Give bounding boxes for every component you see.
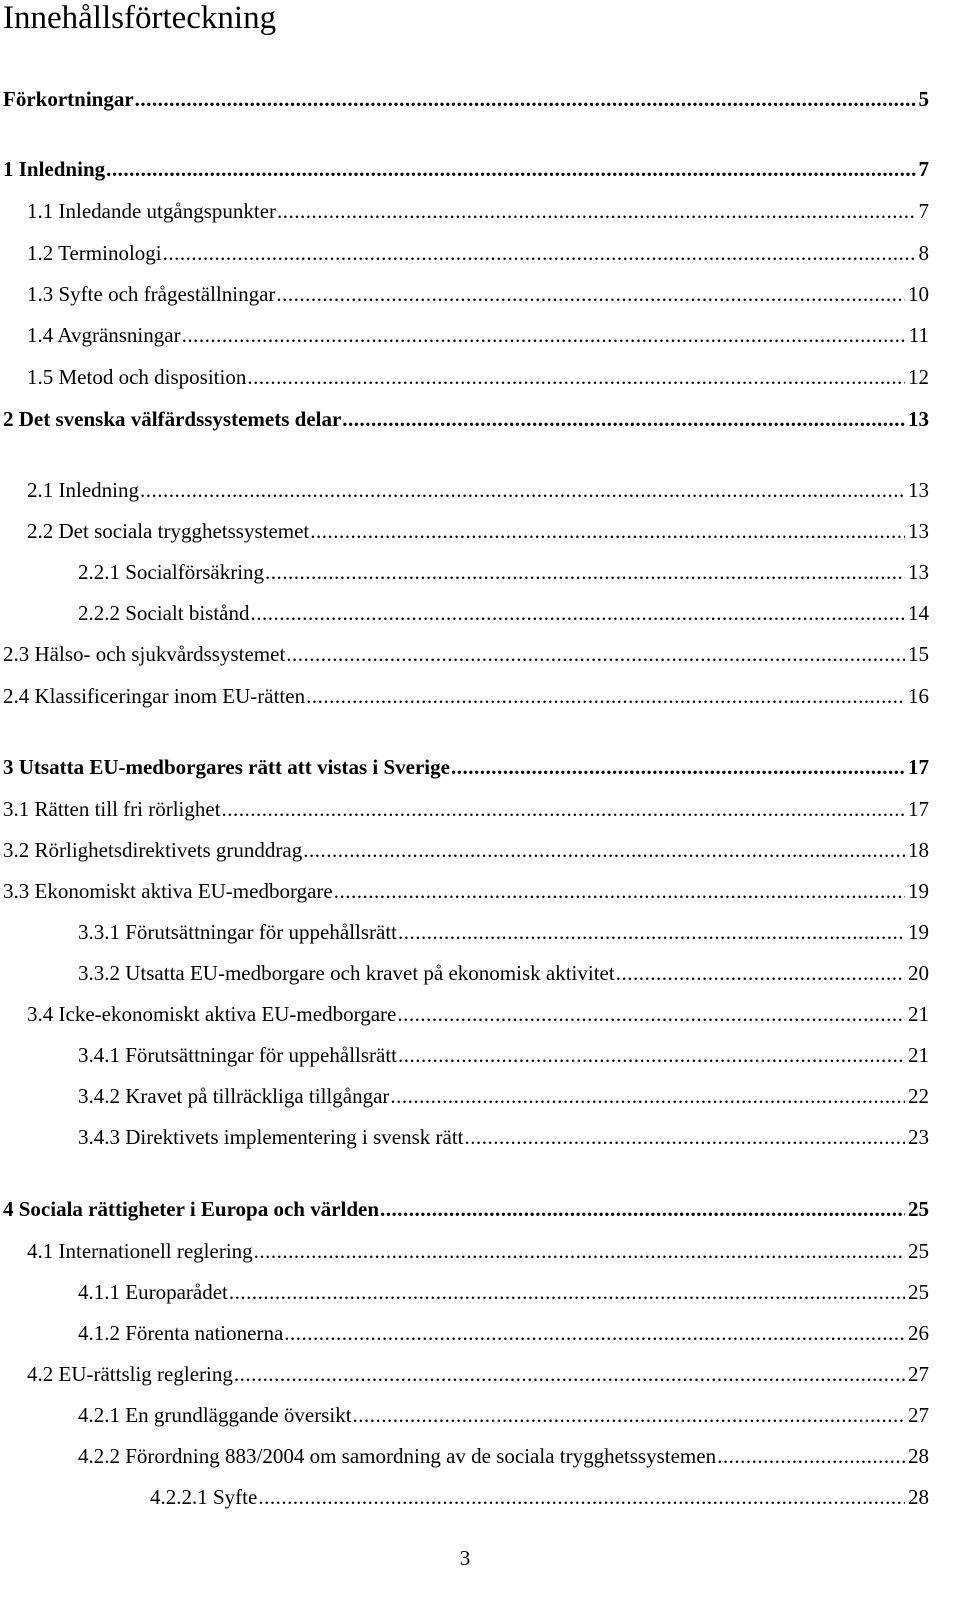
toc-entry-label: 1.4 Avgränsningar bbox=[27, 323, 181, 347]
dot-leader bbox=[163, 240, 916, 266]
toc-entry[interactable] bbox=[78, 600, 929, 626]
dot-leader bbox=[284, 1320, 905, 1346]
toc-entry-label: Förkortningar bbox=[3, 87, 134, 111]
dot-leader bbox=[258, 1484, 905, 1510]
dot-leader bbox=[465, 1124, 905, 1150]
toc-entry[interactable] bbox=[78, 1124, 929, 1150]
toc-entry[interactable] bbox=[27, 281, 929, 307]
toc-entry-label: 4.2.2 Förordning 883/2004 om samordning av de sociala trygghetssystemen bbox=[78, 1444, 717, 1468]
toc-entry[interactable] bbox=[78, 1443, 929, 1469]
toc-entry-page: 19 bbox=[908, 920, 929, 944]
toc-entry-label: 3.3 Ekonomiskt aktiva EU-medborgare bbox=[3, 879, 333, 903]
toc-entry[interactable] bbox=[3, 86, 929, 112]
dot-leader bbox=[247, 364, 905, 390]
dot-leader bbox=[334, 878, 905, 904]
toc-entry-page: 25 bbox=[908, 1239, 929, 1263]
toc-entry[interactable] bbox=[78, 1279, 929, 1305]
dot-leader bbox=[616, 960, 905, 986]
toc-entry-page: 27 bbox=[908, 1403, 929, 1427]
dot-leader bbox=[277, 198, 915, 224]
toc-entry-label: 2.1 Inledning bbox=[27, 478, 139, 502]
toc-entry-page: 13 bbox=[908, 519, 929, 543]
toc-entry[interactable] bbox=[3, 641, 929, 667]
toc-entry[interactable] bbox=[27, 240, 929, 266]
toc-entry-label: 3.4 Icke-ekonomiskt aktiva EU-medborgare bbox=[27, 1002, 397, 1026]
toc-entry-page: 16 bbox=[908, 684, 929, 708]
toc-entry-label: 2.4 Klassificeringar inom EU-rätten bbox=[3, 684, 306, 708]
dot-leader bbox=[380, 1196, 905, 1222]
toc-entry-page: 10 bbox=[908, 282, 929, 306]
toc-entry-label: 4.1 Internationell reglering bbox=[27, 1239, 253, 1263]
dot-leader bbox=[342, 406, 905, 432]
toc-entry-label: 4.1.2 Förenta nationerna bbox=[78, 1321, 284, 1345]
toc-entry-label: 3.4.2 Kravet på tillräckliga tillgångar bbox=[78, 1084, 390, 1108]
toc-entry-label: 1 Inledning bbox=[3, 157, 106, 181]
toc-entry-label: 4.2.1 En grundläggande översikt bbox=[78, 1403, 352, 1427]
dot-leader bbox=[398, 1042, 905, 1068]
dot-leader bbox=[390, 1083, 905, 1109]
toc-entry[interactable] bbox=[27, 198, 929, 224]
toc-entry-page: 23 bbox=[908, 1125, 929, 1149]
dot-leader bbox=[182, 322, 906, 348]
toc-entry-label: 3.4.3 Direktivets implementering i svensk rätt bbox=[78, 1125, 464, 1149]
toc-entry-page: 28 bbox=[908, 1444, 929, 1468]
toc-entry-label: 1.1 Inledande utgångspunkter bbox=[27, 199, 277, 223]
toc-entry-page: 7 bbox=[918, 157, 929, 181]
toc-entry[interactable] bbox=[3, 683, 929, 709]
toc-entry-label: 4.2.2.1 Syfte bbox=[150, 1485, 258, 1509]
toc-entry[interactable] bbox=[3, 878, 929, 904]
toc-entry-page: 20 bbox=[908, 961, 929, 985]
toc-entry-label: 3.4.1 Förutsättningar för uppehållsrätt bbox=[78, 1043, 398, 1067]
dot-leader bbox=[286, 641, 905, 667]
toc-entry-page: 13 bbox=[908, 560, 929, 584]
toc-entry-label: 2.2.2 Socialt bistånd bbox=[78, 601, 250, 625]
dot-leader bbox=[717, 1443, 905, 1469]
toc-entry-page: 21 bbox=[908, 1043, 929, 1067]
toc-entry[interactable] bbox=[27, 1238, 929, 1264]
toc-entry-label: 2.3 Hälso- och sjukvårdssystemet bbox=[3, 642, 286, 666]
toc-entry-page: 17 bbox=[908, 755, 929, 779]
toc-entry-label: 4.2 EU-rättslig reglering bbox=[27, 1362, 233, 1386]
toc-entry-page: 13 bbox=[908, 407, 929, 431]
toc-entry[interactable] bbox=[3, 796, 929, 822]
toc-entry[interactable] bbox=[27, 1361, 929, 1387]
toc-entry-label: 3.3.1 Förutsättningar för uppehållsrätt bbox=[78, 920, 398, 944]
dot-leader bbox=[140, 477, 905, 503]
toc-entry[interactable] bbox=[78, 559, 929, 585]
toc-entry[interactable] bbox=[3, 406, 929, 432]
dot-leader bbox=[254, 1238, 905, 1264]
toc-entry-page: 11 bbox=[908, 323, 929, 347]
dot-leader bbox=[303, 837, 905, 863]
toc-entry-page: 8 bbox=[918, 241, 929, 265]
dot-leader bbox=[276, 281, 905, 307]
toc-entry-label: 3.3.2 Utsatta EU-medborgare och kravet på ekonomisk aktivitet bbox=[78, 961, 615, 985]
toc-entry[interactable] bbox=[27, 322, 929, 348]
toc-entry[interactable] bbox=[27, 364, 929, 390]
toc-entry[interactable] bbox=[3, 754, 929, 780]
toc-entry-page: 12 bbox=[908, 365, 929, 389]
toc-entry[interactable] bbox=[78, 1083, 929, 1109]
toc-entry[interactable] bbox=[78, 1402, 929, 1428]
toc-entry[interactable] bbox=[150, 1484, 929, 1510]
dot-leader bbox=[451, 754, 905, 780]
toc-entry-label: 4 Sociala rättigheter i Europa och världen bbox=[3, 1197, 380, 1221]
toc-entry-page: 15 bbox=[908, 642, 929, 666]
dot-leader bbox=[310, 518, 905, 544]
toc-entry[interactable] bbox=[27, 518, 929, 544]
toc-entry[interactable] bbox=[3, 156, 929, 182]
toc-entry-page: 19 bbox=[908, 879, 929, 903]
dot-leader bbox=[397, 1001, 905, 1027]
toc-entry-page: 22 bbox=[908, 1084, 929, 1108]
toc-entry-page: 14 bbox=[908, 601, 929, 625]
dot-leader bbox=[106, 156, 915, 182]
toc-entry[interactable] bbox=[78, 1320, 929, 1346]
toc-entry-label: 2.2 Det sociala trygghetssystemet bbox=[27, 519, 310, 543]
dot-leader bbox=[234, 1361, 905, 1387]
toc-entry-page: 21 bbox=[908, 1002, 929, 1026]
toc-entry-page: 28 bbox=[908, 1485, 929, 1509]
toc-entry-page: 13 bbox=[908, 478, 929, 502]
dot-leader bbox=[251, 600, 906, 626]
toc-entry-page: 27 bbox=[908, 1362, 929, 1386]
toc-entry-page: 18 bbox=[908, 838, 929, 862]
dot-leader bbox=[306, 683, 905, 709]
toc-entry-page: 25 bbox=[908, 1280, 929, 1304]
dot-leader bbox=[265, 559, 905, 585]
toc-entry[interactable] bbox=[27, 1001, 929, 1027]
toc-entry-page: 26 bbox=[908, 1321, 929, 1345]
dot-leader bbox=[222, 796, 905, 822]
toc-entry-label: 1.2 Terminologi bbox=[27, 241, 162, 265]
toc-title: Innehållsförteckning bbox=[3, 0, 277, 36]
toc-entry[interactable] bbox=[3, 1196, 929, 1222]
dot-leader bbox=[353, 1402, 905, 1428]
toc-entry-page: 7 bbox=[918, 199, 929, 223]
toc-entry-label: 2 Det svenska välfärdssystemets delar bbox=[3, 407, 342, 431]
dot-leader bbox=[398, 919, 905, 945]
toc-entry-page: 17 bbox=[908, 797, 929, 821]
toc-entry[interactable] bbox=[78, 960, 929, 986]
page-number: 3 bbox=[459, 1546, 471, 1570]
dot-leader bbox=[229, 1279, 905, 1305]
toc-entry-label: 2.2.1 Socialförsäkring bbox=[78, 560, 265, 584]
toc-entry-label: 3 Utsatta EU-medborgares rätt att vistas i Sverige bbox=[3, 755, 450, 779]
toc-entry-label: 3.2 Rörlighetsdirektivets grunddrag bbox=[3, 838, 303, 862]
toc-entry-label: 1.3 Syfte och frågeställningar bbox=[27, 282, 276, 306]
toc-entry-label: 3.1 Rätten till fri rörlighet bbox=[3, 797, 221, 821]
toc-entry-page: 25 bbox=[908, 1197, 929, 1221]
dot-leader bbox=[135, 86, 916, 112]
toc-entry-page: 5 bbox=[918, 87, 929, 111]
toc-entry[interactable] bbox=[3, 837, 929, 863]
toc-entry[interactable] bbox=[78, 1042, 929, 1068]
toc-entry-label: 4.1.1 Europarådet bbox=[78, 1280, 228, 1304]
toc-entry[interactable] bbox=[27, 477, 929, 503]
toc-entry-label: 1.5 Metod och disposition bbox=[27, 365, 247, 389]
toc-entry[interactable] bbox=[78, 919, 929, 945]
